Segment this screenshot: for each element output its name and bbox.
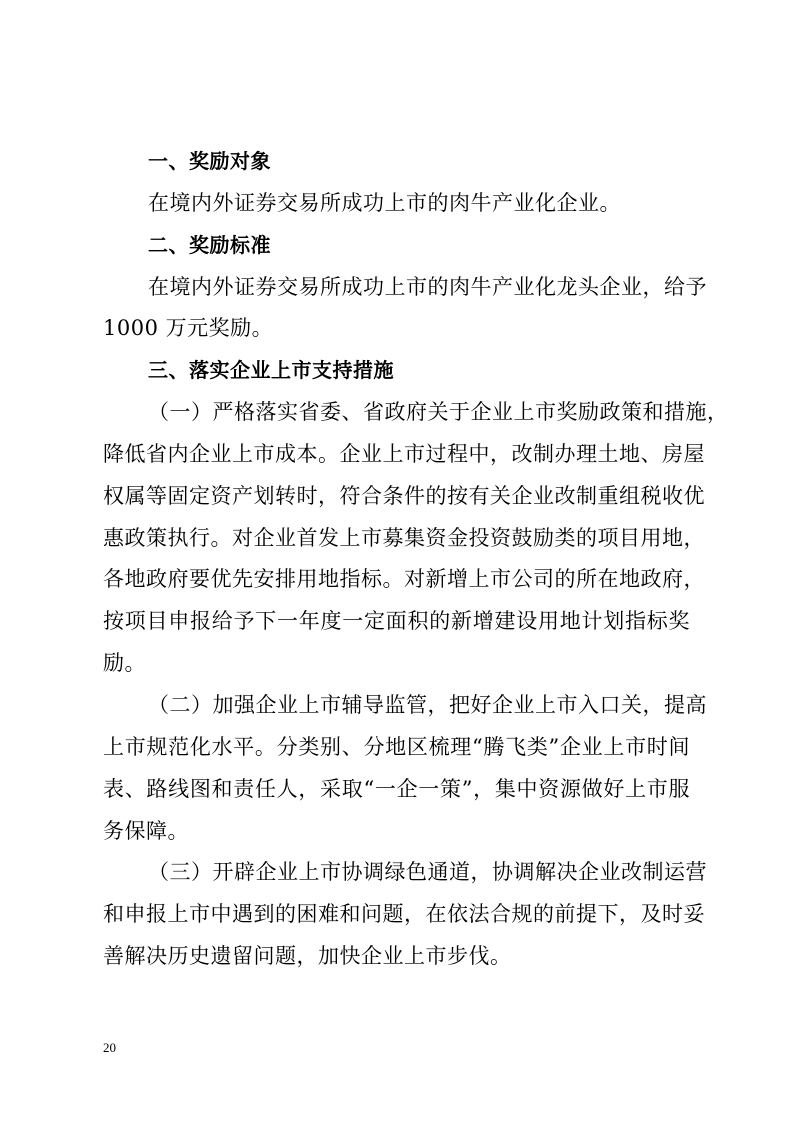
paragraph-line: 降低省内企业上市成本。企业上市过程中，改制办理土地、房屋 (103, 442, 705, 466)
paragraph-line: 按项目申报给予下一年度一定面积的新增建设用地计划指标奖 (103, 609, 690, 633)
section-text-line: 在境内外证券交易所成功上市的肉牛产业化龙头企业，给予 (148, 275, 707, 299)
paragraph-line: 务保障。 (103, 819, 189, 843)
paragraph-line: 善解决历史遗留问题，加快企业上市步伐。 (103, 944, 512, 968)
paragraph-line: 励。 (103, 651, 146, 675)
paragraph-line: 上市规范化水平。分类别、分地区梳理“腾飞类”企业上市时间 (103, 735, 690, 759)
paragraph-line: 和申报上市中遇到的困难和问题，在依法合规的前提下，及时妥 (103, 902, 705, 926)
paragraph-line: 惠政策执行。对企业首发上市募集资金投资鼓励类的项目用地， (103, 526, 705, 550)
page-number: 20 (103, 1040, 116, 1055)
paragraph-line: 表、路线图和责任人，采取“一企一策”，集中资源做好上市服 (103, 777, 690, 801)
paragraph-line: （三）开辟企业上市协调绿色通道，协调解决企业改制运营 (148, 860, 707, 884)
section-text-line: 1000 万元奖励。 (103, 316, 274, 340)
paragraph-line: （一）严格落实省委、省政府关于企业上市奖励政策和措施， (148, 400, 729, 424)
section-heading-listing-support: 三、落实企业上市支持措施 (148, 358, 394, 382)
section-heading-reward-target: 一、奖励对象 (148, 149, 271, 173)
section-heading-reward-standard: 二、奖励标准 (148, 233, 271, 257)
section-text-line: 在境内外证券交易所成功上市的肉牛产业化企业。 (148, 191, 621, 215)
paragraph-line: （二）加强企业上市辅导监管，把好企业上市入口关，提高 (148, 693, 707, 717)
paragraph-line: 权属等固定资产划转时，符合条件的按有关企业改制重组税收优 (103, 484, 705, 508)
paragraph-line: 各地政府要优先安排用地指标。对新增上市公司的所在地政府， (103, 567, 705, 591)
